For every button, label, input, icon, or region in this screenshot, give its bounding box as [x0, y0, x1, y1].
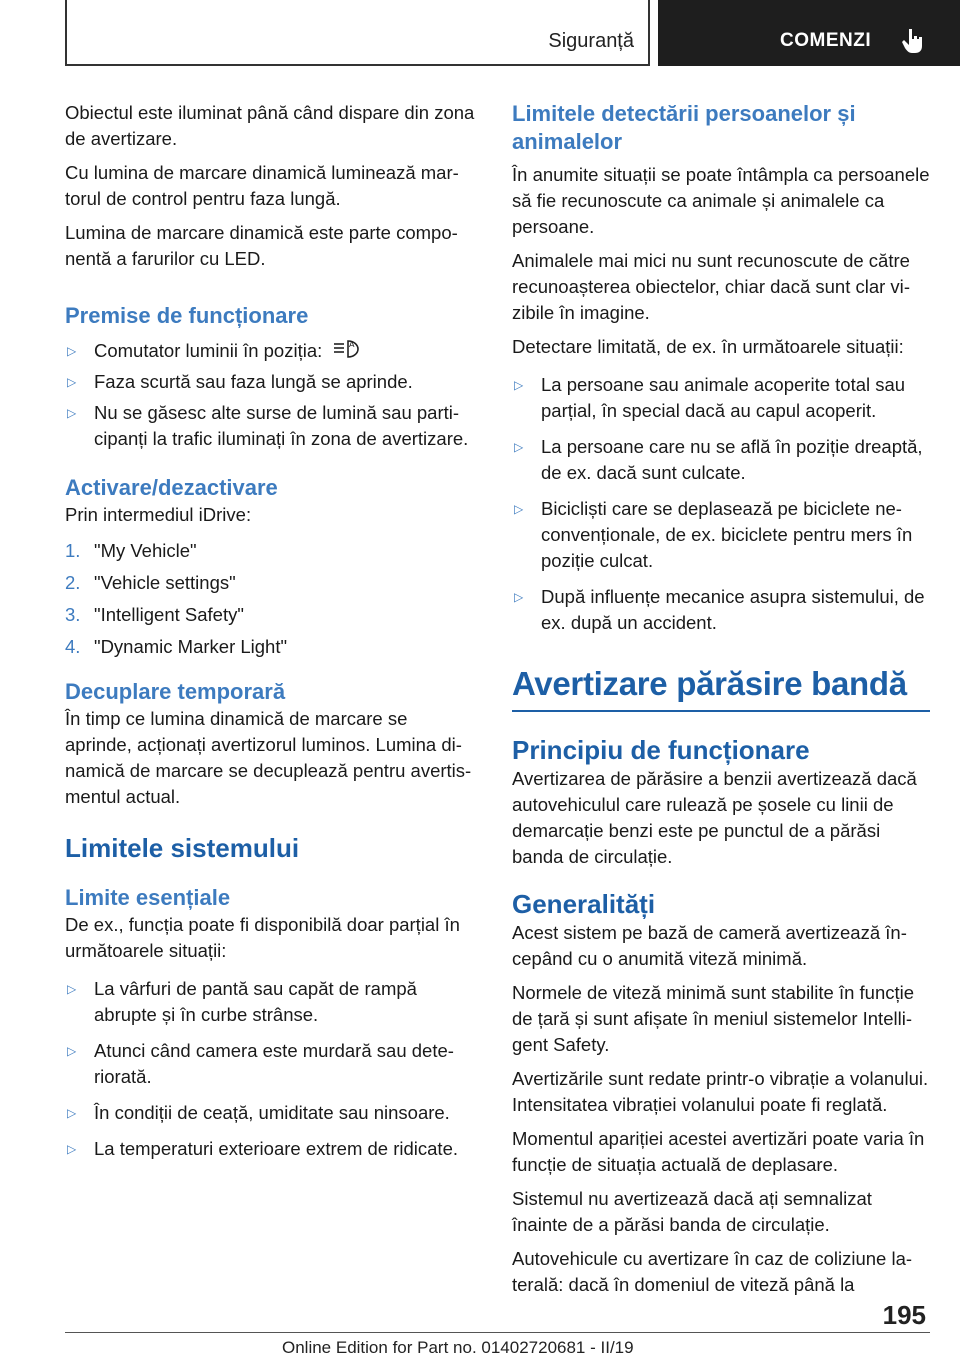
- heading-limitele-sistemului: Limitele sistemului: [65, 833, 300, 863]
- triangle-bullet-icon: ▷: [514, 378, 524, 392]
- heading-avertizare-parasire-banda: Avertizare părăsire bandă: [512, 664, 930, 712]
- heading-decuplare: Decuplare temporară: [65, 679, 286, 704]
- headlight-switch-icon: [328, 338, 362, 360]
- list-item: ▷ Comutator luminii în poziția: A: [65, 338, 479, 364]
- list-item: 1. "My Vehicle": [65, 540, 197, 561]
- heading-limitele-detectarii: Limitele detectării persoanelor și animalelor: [512, 101, 856, 154]
- paragraph: Lumina de marcare dinamică este parte componentă a farurilor cu LED.: [65, 222, 458, 269]
- list-item: 3. "Intelligent Safety": [65, 604, 244, 625]
- list-item: ▷ La persoane sau animale acoperite total sau parțial, în special dacă au capul acoperit.: [514, 374, 906, 421]
- list-item: ▷ După influențe mecanice asupra sistemului, de ex. după un accident.: [514, 586, 925, 633]
- paragraph: Cu lumina de marcare dinamică luminează martorul de control pentru faza lungă.: [65, 162, 459, 209]
- list-item: ▷ La persoane care nu se află în poziție dreaptă, de ex. dacă sunt culcate.: [514, 436, 923, 483]
- triangle-bullet-icon: ▷: [67, 375, 77, 389]
- triangle-bullet-icon: ▷: [67, 1106, 77, 1120]
- paragraph: În anumite situații se poate întâmpla ca persoanele să fie recunoscute ca animale și animalele ca persoane.: [512, 164, 930, 237]
- hand-pointer-icon: [898, 26, 928, 56]
- list-item: ▷ Nu se găsesc alte surse de lumină sau participanți la trafic iluminați în zona de avertizare.: [67, 402, 469, 449]
- footer-divider: [65, 1332, 930, 1333]
- paragraph: Prin intermediul iDrive:: [65, 504, 252, 525]
- heading-generalitati: Generalități: [512, 889, 656, 919]
- heading-premise: Premise de funcționare: [65, 303, 309, 328]
- paragraph: De ex., funcția poate fi disponibilă doar parțial în următoarele situații:: [65, 914, 460, 961]
- list-item: ▷ Faza scurtă sau faza lungă se aprinde.: [65, 369, 479, 395]
- steps-list: [65, 538, 479, 660]
- triangle-bullet-icon: ▷: [67, 344, 77, 358]
- list-item: ▷ Atunci când camera este murdară sau deteriorată.: [67, 1040, 454, 1087]
- list-item: ▷ La vârfuri de pantă sau capăt de rampă abrupte și în curbe strânse.: [67, 978, 417, 1025]
- header-section-box: [65, 0, 650, 66]
- paragraph: Momentul apariției acestei avertizări poate varia în funcție de situația actuală de deplasare.: [512, 1128, 925, 1175]
- paragraph: Avertizările sunt redate printr-o vibrație a volanului. Intensitatea vibrației volanului poate fi reglată.: [512, 1068, 929, 1115]
- paragraph: În timp ce lumina dinamică de marcare se aprinde, acționați avertizorul luminos. Lumina dinamică de marcare se decuplează pentru avertismentul actual.: [65, 708, 472, 807]
- list-item: ▷ În condiții de ceață, umiditate sau ninsoare.: [65, 1100, 479, 1126]
- heading-limite-esentiale: Limite esențiale: [65, 885, 231, 910]
- left-column: [65, 100, 479, 1167]
- triangle-bullet-icon: ▷: [67, 982, 77, 996]
- header-section-label: Siguranță: [548, 30, 634, 52]
- list-item: ▷ La temperaturi exterioare extrem de ridicate.: [65, 1136, 479, 1162]
- paragraph: Normele de viteză minimă sunt stabilite în funcție de țară și sunt afișate în meniul sistemelor Intelligent Safety.: [512, 982, 915, 1055]
- heading-principiu: Principiu de funcționare: [512, 735, 810, 765]
- paragraph: Animalele mai mici nu sunt recunoscute de către recunoașterea obiectelor, chiar dacă sunt clar vizibile în imagine.: [512, 250, 910, 323]
- triangle-bullet-icon: ▷: [67, 1142, 77, 1156]
- heading-activare: Activare/dezactivare: [65, 475, 278, 500]
- paragraph: Avertizarea de părăsire a benzii avertizează dacă autovehiculul care rulează pe șosele cu linii de demarcație benzi este pe punctul de a părăsi banda de circulație.: [512, 768, 917, 867]
- header-chapter-tab[interactable]: [658, 0, 960, 66]
- paragraph: Autovehicule cu avertizare în caz de coliziune laterală: dacă în domeniul de viteză până la: [512, 1248, 913, 1295]
- right-column: [512, 100, 930, 1306]
- header-chapter-label: COMENZI: [780, 30, 872, 51]
- paragraph: Sistemul nu avertizează dacă ați semnalizat înainte de a părăsi banda de circulație.: [512, 1188, 872, 1235]
- triangle-bullet-icon: ▷: [514, 590, 524, 604]
- list-item: 4. "Dynamic Marker Light": [65, 636, 288, 657]
- page-number: 195: [882, 1300, 926, 1330]
- paragraph: Detectare limitată, de ex. în următoarele situații:: [512, 336, 904, 357]
- list-item: 2. "Vehicle settings": [65, 572, 236, 593]
- paragraph: Acest sistem pe bază de cameră avertizează începând cu o anumită viteză minimă.: [512, 922, 907, 969]
- triangle-bullet-icon: ▷: [67, 406, 77, 420]
- premise-list: [65, 338, 479, 452]
- paragraph: Obiectul este iluminat până când dispare din zona de avertizare.: [65, 102, 475, 149]
- triangle-bullet-icon: ▷: [514, 502, 524, 516]
- svg-text:A: A: [349, 340, 355, 349]
- footer-edition: Online Edition for Part no. 01402720681 - II/19: [282, 1338, 634, 1357]
- triangle-bullet-icon: ▷: [514, 440, 524, 454]
- situatii-list: [512, 372, 930, 636]
- list-item: ▷ Bicicliști care se deplasează pe biciclete neconvenționale, de ex. biciclete pentru mers în poziție culcat.: [514, 498, 913, 571]
- limite-list: [65, 976, 479, 1162]
- triangle-bullet-icon: ▷: [67, 1044, 77, 1058]
